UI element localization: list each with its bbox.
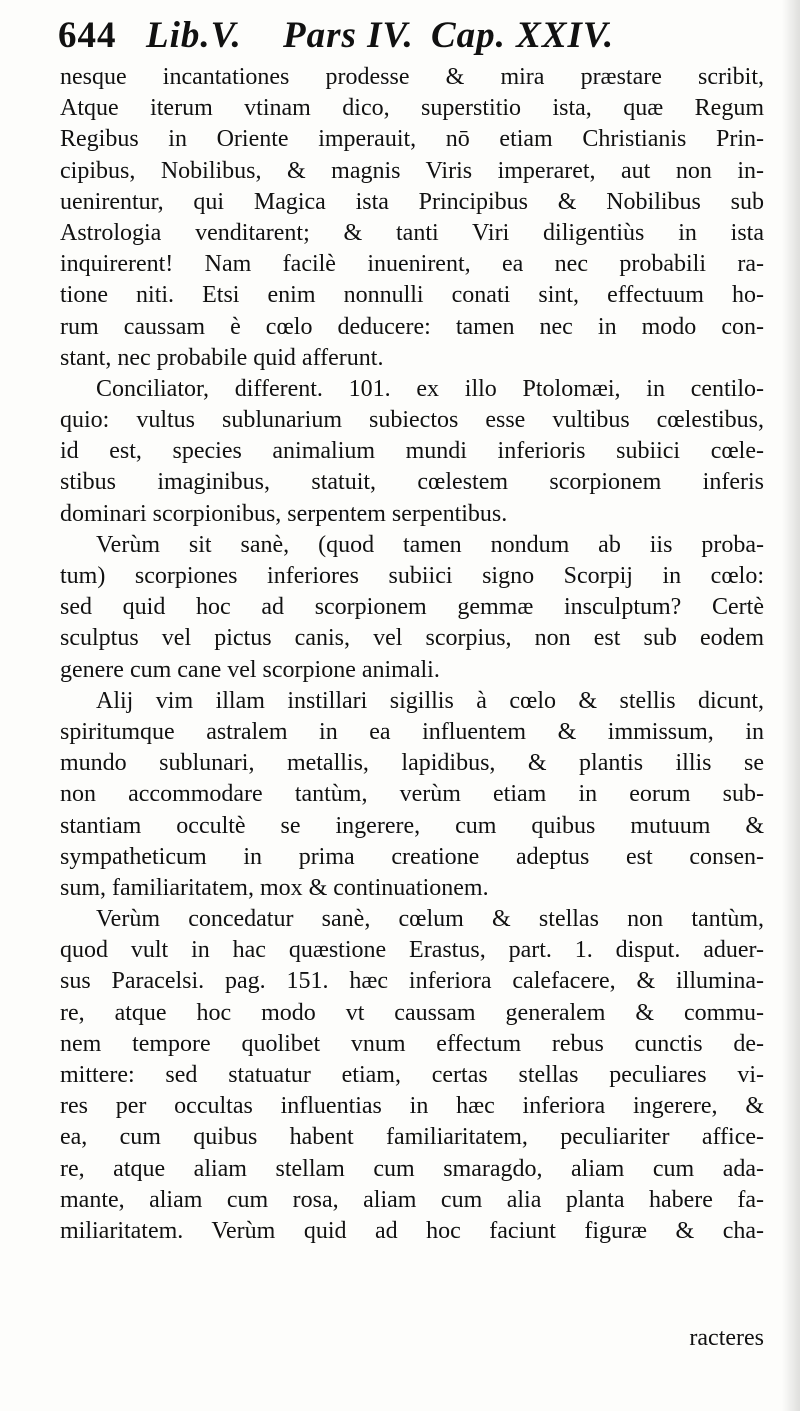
header-part: Pars IV. bbox=[283, 15, 414, 56]
text-line: sum, familiaritatem, mox & continuationem. bbox=[60, 874, 489, 901]
text-line: Verùm concedatur sanè, cœlum & stellas non tantùm, bbox=[96, 906, 764, 933]
running-header bbox=[58, 10, 758, 62]
text-line: stibus imaginibus, statuit, cœlestem scorpionem inferis bbox=[60, 469, 764, 496]
text-line: re, atque hoc modo vt caussam generalem & commu- bbox=[60, 999, 764, 1026]
text-line: genere cum cane vel scorpione animali. bbox=[60, 656, 440, 683]
catchword: racteres bbox=[689, 1325, 764, 1351]
text-line: cipibus, Nobilibus, & magnis Viris imperaret, aut non in- bbox=[60, 157, 764, 184]
text-line: uenirentur, qui Magica ista Principibus & Nobilibus sub bbox=[60, 188, 764, 215]
text-line: ea, cum quibus habent familiaritatem, peculiariter affice- bbox=[60, 1124, 764, 1151]
text-line: Astrologia venditarent; & tanti Viri diligentiùs in ista bbox=[60, 219, 764, 246]
header-book: Lib.V. bbox=[146, 15, 242, 56]
text-line: inquirerent! Nam facilè inuenirent, ea nec probabili ra- bbox=[60, 251, 764, 278]
text-line: stantiam occultè se ingerere, cum quibus mutuum & bbox=[60, 812, 764, 839]
text-line: Verùm sit sanè, (quod tamen nondum ab iis proba- bbox=[96, 531, 764, 558]
text-line: mundo sublunari, metallis, lapidibus, & plantis illis se bbox=[60, 750, 764, 777]
text-line: nesque incantationes prodesse & mira præstare scribit, bbox=[60, 64, 764, 90]
text-line: stant, nec probabile quid afferunt. bbox=[60, 344, 384, 371]
body-text bbox=[60, 62, 764, 1247]
text-line: tum) scorpiones inferiores subiici signo Scorpij in cœlo: bbox=[60, 563, 764, 589]
page-number: 644 bbox=[58, 15, 117, 56]
text-line: spiritumque astralem in ea influentem & immissum, in bbox=[60, 718, 764, 745]
text-line: mante, aliam cum rosa, aliam cum alia planta habere fa- bbox=[60, 1186, 764, 1213]
text-line: Alij vim illam instillari sigillis à cœlo & stellis dicunt, bbox=[96, 687, 764, 714]
text-line: non accommodare tantùm, verùm etiam in eorum sub- bbox=[60, 781, 764, 808]
text-line: quio: vultus sublunarium subiectos esse vultibus cœlestibus, bbox=[60, 407, 764, 434]
text-line: mittere: sed statuatur etiam, certas stellas peculiares vi- bbox=[60, 1062, 764, 1088]
text-line: dominari scorpionibus, serpentem serpentibus. bbox=[60, 500, 508, 527]
text-line: re, atque aliam stellam cum smaragdo, aliam cum ada- bbox=[60, 1155, 764, 1182]
text-line: sed quid hoc ad scorpionem gemmæ insculptum? Certè bbox=[60, 594, 764, 621]
text-line: quod vult in hac quæstione Erastus, part. 1. disput. aduer- bbox=[60, 937, 764, 964]
text-line: sculptus vel pictus canis, vel scorpius, non est sub eodem bbox=[60, 625, 764, 652]
text-line: Regibus in Oriente imperauit, nō etiam Christianis Prin- bbox=[60, 126, 764, 153]
text-line: sus Paracelsi. pag. 151. hæc inferiora calefacere, & illumina- bbox=[60, 968, 764, 995]
text-line: Conciliator, different. 101. ex illo Ptolomæi, in centilo- bbox=[96, 375, 764, 402]
text-line: Atque iterum vtinam dico, superstitio ista, quæ Regum bbox=[60, 95, 764, 122]
text-line: sympatheticum in prima creatione adeptus est consen- bbox=[60, 843, 764, 870]
header-chapter: Cap. XXIV. bbox=[431, 15, 615, 56]
page-edge-shadow bbox=[782, 0, 800, 1411]
text-line: tione niti. Etsi enim nonnulli conati sint, effectuum ho- bbox=[60, 282, 764, 309]
text-line: miliaritatem. Verùm quid ad hoc faciunt figuræ & cha- bbox=[60, 1217, 764, 1244]
text-line: nem tempore quolibet vnum effectum rebus cunctis de- bbox=[60, 1030, 764, 1057]
text-line: id est, species animalium mundi inferioris subiici cœle- bbox=[60, 438, 764, 465]
text-line: res per occultas influentias in hæc inferiora ingerere, & bbox=[60, 1093, 764, 1120]
text-line: rum caussam è cœlo deducere: tamen nec in modo con- bbox=[60, 313, 764, 340]
